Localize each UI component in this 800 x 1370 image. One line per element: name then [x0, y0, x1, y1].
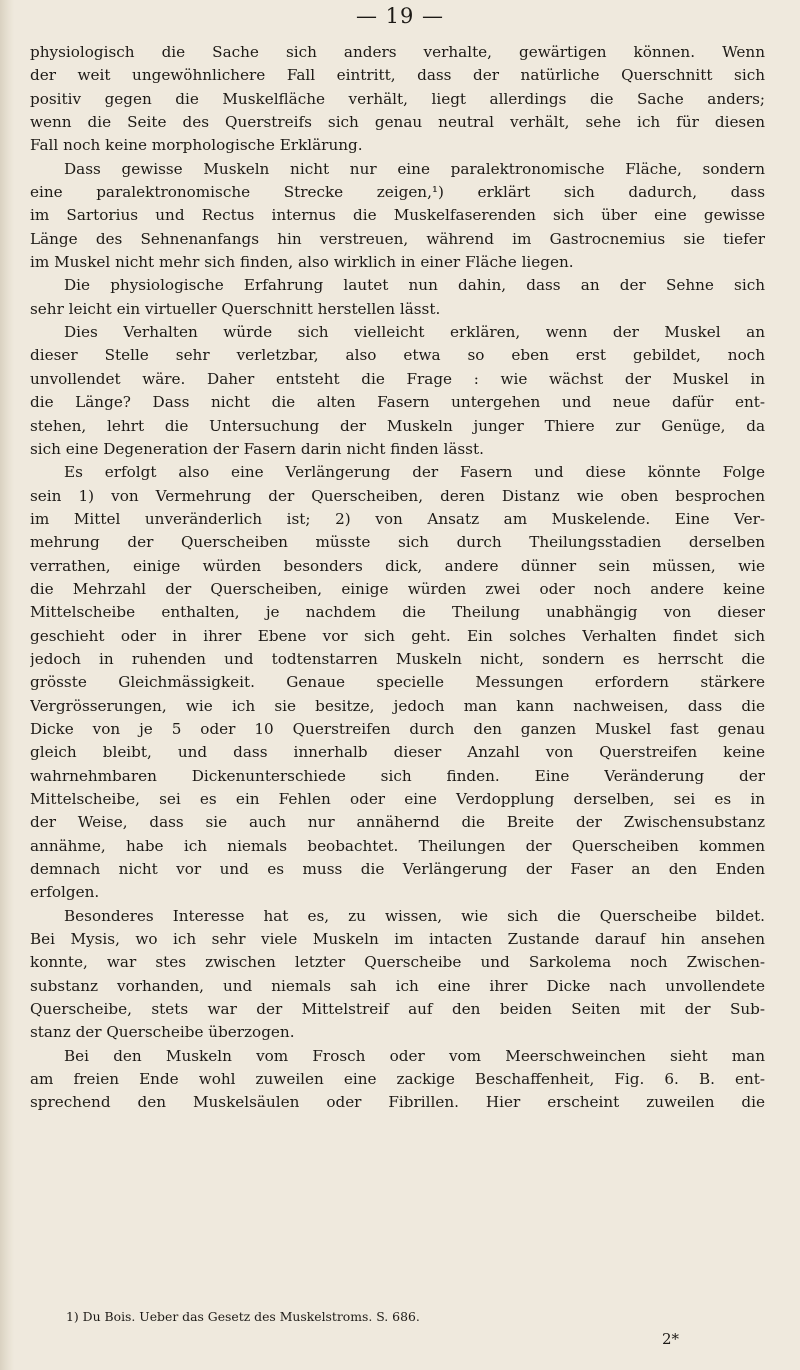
text-line: erfolgen. — [30, 883, 100, 902]
text-line: physiologisch die Sache sich anders verhalte, gewärtigen können. Wenn — [30, 43, 765, 61]
text-line: verrathen, einige würden besonders dick, andere dünner sein müssen, wie — [30, 556, 765, 575]
text-line: Besonderes Interesse hat es, zu wissen, wie sich die Querscheibe bildet. — [64, 906, 765, 925]
body-text — [30, 41, 765, 1115]
text-line: stanz der Querscheibe überzogen. — [30, 1023, 295, 1042]
text-line: der Weise, dass sie auch nur annähernd die Breite der Zwischensubstanz — [30, 813, 765, 832]
text-line: positiv gegen die Muskelfläche verhält, liegt allerdings die Sache anders; — [30, 89, 765, 108]
text-line: gleich bleibt, und dass innerhalb dieser Anzahl von Querstreifen keine — [30, 743, 765, 762]
text-line: sprechend den Muskelsäulen oder Fibrillen. Hier erscheint zuweilen die — [30, 1093, 765, 1112]
text-line: mehrung der Querscheiben müsste sich durch Theilungsstadien derselben — [30, 533, 765, 552]
text-line: demnach nicht vor und es muss die Verlängerung der Faser an den Enden — [30, 860, 765, 879]
text-line: sich eine Degeneration der Fasern darin nicht finden lässt. — [30, 439, 484, 458]
text-line: Vergrösserungen, wie ich sie besitze, jedoch man kann nachweisen, dass die — [30, 696, 765, 715]
text-line: Die physiologische Erfahrung lautet nun dahin, dass an der Sehne sich — [64, 276, 765, 295]
text-line: die Länge? Dass nicht die alten Fasern untergehen und neue dafür ent- — [30, 393, 765, 412]
text-line: Bei Mysis, wo ich sehr viele Muskeln im intacten Zustande darauf hin ansehen — [30, 930, 765, 949]
text-line: Länge des Sehnenanfangs hin verstreuen, während im Gastrocnemius sie tiefer — [30, 229, 765, 248]
text-line: Es erfolgt also eine Verlängerung der Fasern und diese könnte Folge — [64, 463, 765, 482]
text-line: sehr leicht ein virtueller Querschnitt herstellen lässt. — [30, 299, 441, 318]
text-line: substanz vorhanden, und niemals sah ich eine ihrer Dicke nach unvollendete — [30, 976, 765, 995]
text-line: am freien Ende wohl zuweilen eine zackige Beschaffenheit, Fig. 6. B. ent- — [30, 1070, 765, 1089]
signature-mark: 2* — [662, 1330, 680, 1348]
text-line: Mittelscheibe, sei es ein Fehlen oder eine Verdopplung derselben, sei es in — [30, 790, 765, 808]
text-line: konnte, war stes zwischen letzter Querscheibe und Sarkolema noch Zwischen- — [30, 953, 765, 972]
text-line: Dies Verhalten würde sich vielleicht erklären, wenn der Muskel an — [64, 323, 765, 342]
text-line: im Sartorius und Rectus internus die Muskelfaserenden sich über eine gewisse — [30, 206, 765, 225]
text-line: Dass gewisse Muskeln nicht nur eine paralektronomische Fläche, sondern — [64, 159, 765, 178]
text-line: die Mehrzahl der Querscheiben, einige würden zwei oder noch andere keine — [30, 579, 765, 598]
page-number: — 19 — — [355, 4, 445, 28]
text-line: wenn die Seite des Querstreifs sich genau neutral verhält, sehe ich für diesen — [30, 113, 765, 132]
footnote: 1) Du Bois. Ueber das Gesetz des Muskelstroms. S. 686. — [66, 1309, 420, 1324]
text-line: Fall noch keine morphologische Erklärung. — [30, 136, 363, 155]
text-line: grösste Gleichmässigkeit. Genaue specielle Messungen erfordern stärkere — [30, 673, 765, 692]
text-line: Mittelscheibe enthalten, je nachdem die Theilung unabhängig von dieser — [30, 603, 765, 622]
text-line: stehen, lehrt die Untersuchung der Muskeln junger Thiere zur Genüge, da — [30, 416, 765, 435]
text-line: wahrnehmbaren Dickenunterschiede sich finden. Eine Veränderung der — [30, 766, 765, 785]
text-line: jedoch in ruhenden und todtenstarren Muskeln nicht, sondern es herrscht die — [30, 649, 765, 668]
page-binding-shadow — [0, 0, 14, 1370]
text-line: Bei den Muskeln vom Frosch oder vom Meerschweinchen sieht man — [64, 1046, 765, 1065]
text-line: Dicke von je 5 oder 10 Querstreifen durch den ganzen Muskel fast genau — [30, 719, 765, 738]
text-line: im Muskel nicht mehr sich finden, also wirklich in einer Fläche liegen. — [30, 253, 574, 272]
text-line: der weit ungewöhnlichere Fall eintritt, dass der natürliche Querschnitt sich — [30, 66, 765, 85]
text-line: unvollendet wäre. Daher entsteht die Frage : wie wächst der Muskel in — [30, 369, 765, 388]
text-line: dieser Stelle sehr verletzbar, also etwa so eben erst gebildet, noch — [30, 346, 765, 365]
text-line: annähme, habe ich niemals beobachtet. Theilungen der Querscheiben kommen — [30, 836, 765, 855]
text-line: sein 1) von Vermehrung der Querscheiben, deren Distanz wie oben besprochen — [30, 486, 765, 505]
text-line: eine paralektronomische Strecke zeigen,¹) erklärt sich dadurch, dass — [30, 183, 765, 202]
text-line: geschieht oder in ihrer Ebene vor sich geht. Ein solches Verhalten findet sich — [30, 626, 765, 645]
text-line: Querscheibe, stets war der Mittelstreif auf den beiden Seiten mit der Sub- — [30, 1000, 765, 1019]
text-line: im Mittel unveränderlich ist; 2) von Ansatz am Muskelende. Eine Ver- — [30, 509, 765, 528]
